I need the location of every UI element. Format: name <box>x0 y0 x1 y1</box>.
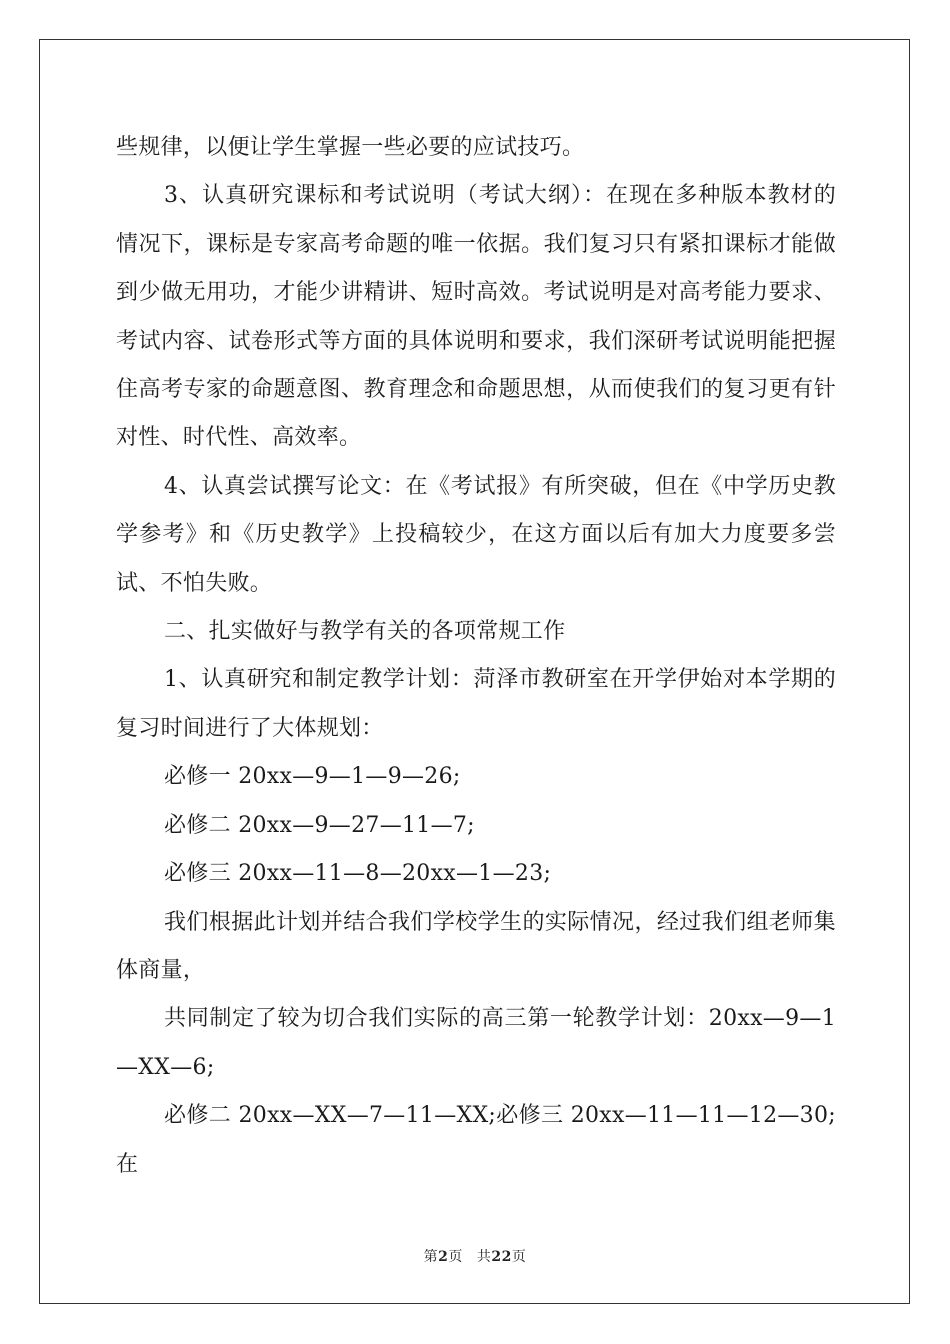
total-suffix: 页 <box>511 1249 527 1265</box>
paragraph: 我们根据此计划并结合我们学校学生的实际情况，经过我们组老师集体商量， <box>116 909 836 983</box>
document-body <box>116 124 836 1189</box>
paragraph: 3、认真研究课标和考试说明（考试大纲）：在现在多种版本教材的情况下，课标是专家高考命题的唯一依据。我们复习只有紧扣课标才能做到少做无用功，才能少讲精讲、短时高效。考试说明是对高考能力要求、考试内容、试卷形式等方面的具体说明和要求，我们深研考试说明能把握住高考专家的命题意图、教育理念和命题思想，从而使我们的复习更有针对性、时代性、高效率。 <box>116 183 836 451</box>
paragraph: 共同制定了较为切合我们实际的高三第一轮教学计划：20xx—9—1—XX—6; <box>116 1006 836 1080</box>
page-footer <box>0 1246 950 1266</box>
paragraph: 必修二 20xx—XX—7—11—XX;必修三 20xx—11—11—12—30;在 <box>116 1103 836 1177</box>
paragraph: 些规律，以便让学生掌握一些必要的应试技巧。 <box>116 135 585 160</box>
schedule-line: 必修三 20xx—11—8—20xx—1—23; <box>164 861 552 887</box>
total-prefix: 共 <box>476 1249 492 1265</box>
page-total: 22 <box>491 1249 512 1265</box>
schedule-line: 必修一 20xx—9—1—9—26; <box>164 764 461 790</box>
schedule-line: 必修二 20xx—9—27—11—7; <box>164 812 475 838</box>
page-current: 2 <box>438 1249 449 1265</box>
page-prefix: 第 <box>423 1249 439 1265</box>
page-suffix: 页 <box>448 1249 463 1265</box>
paragraph: 4、认真尝试撰写论文：在《考试报》有所突破，但在《中学历史教学参考》和《历史教学》上投稿较少，在这方面以后有加大力度要多尝试、不怕失败。 <box>116 473 836 596</box>
section-heading: 二、扎实做好与教学有关的各项常规工作 <box>164 619 566 645</box>
paragraph: 1、认真研究和制定教学计划：菏泽市教研室在开学伊始对本学期的复习时间进行了大体规划： <box>116 667 836 741</box>
